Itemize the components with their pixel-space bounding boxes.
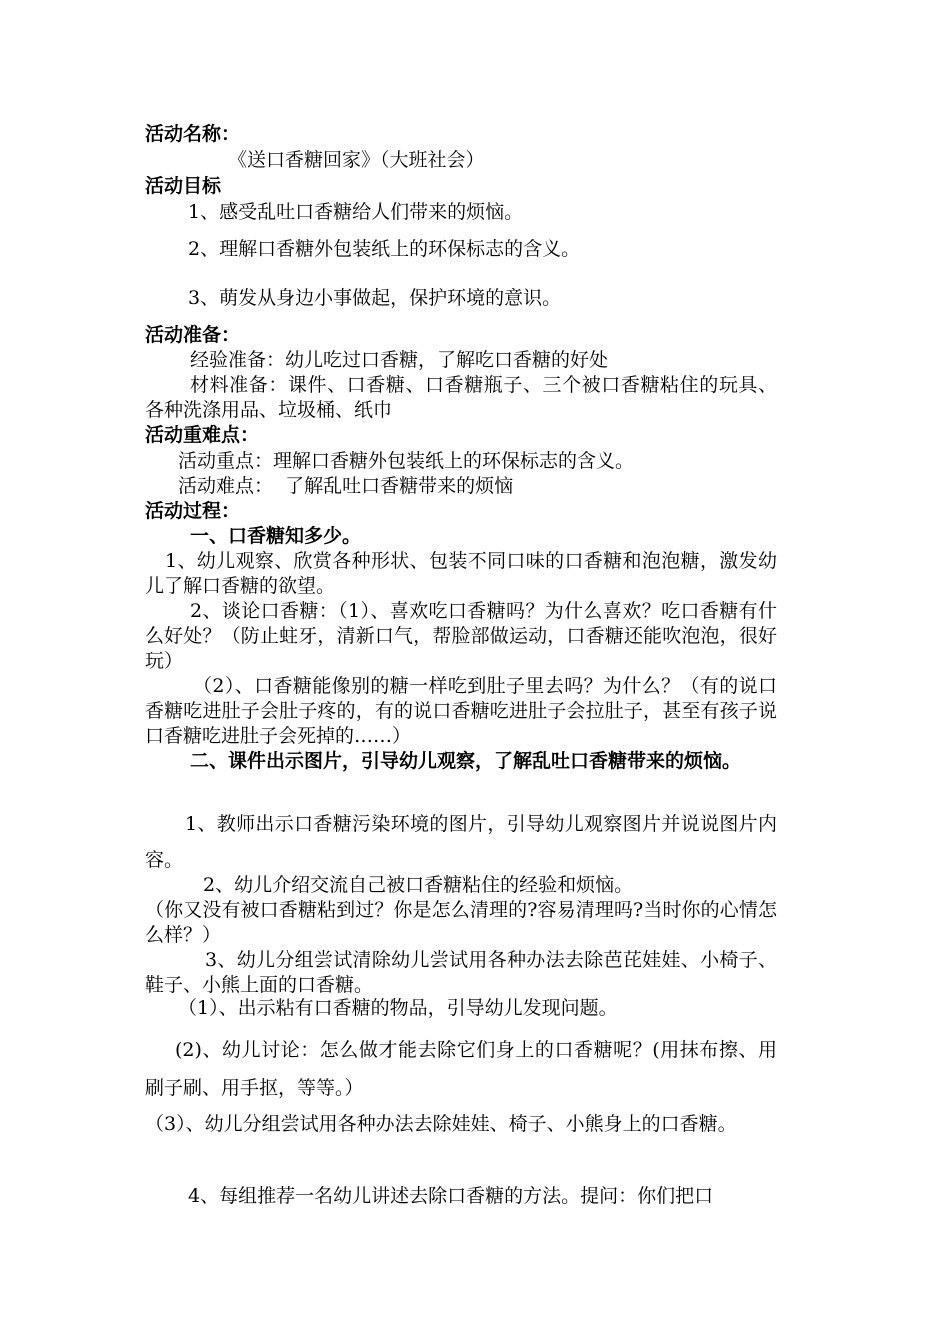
goal-item-1: 1、感受乱吐口香糖给人们带来的烦恼。 xyxy=(188,201,524,223)
process-heading: 活动过程： xyxy=(145,500,241,522)
section-2-item-3-2: (2)、幼儿讨论：怎么做才能去除它们身上的口香糖呢？(用抹布擦、用刷子刷、用手抠，等等。） xyxy=(145,1039,777,1099)
section-1-item-1: 1、幼儿观察、欣赏各种形状、包装不同口味的口香糖和泡泡糖，激发幼儿了解口香糖的欲望。 xyxy=(145,550,777,597)
section-1-item-2: 2、谈论口香糖：（1）、喜欢吃口香糖吗？为什么喜欢？吃口香糖有什么好处？（防止蛀牙，清新口气，帮脸部做运动，口香糖还能吹泡泡，很好玩） xyxy=(145,600,777,672)
activity-name-heading: 活动名称： xyxy=(145,123,241,145)
section-2-item-3: 3、幼儿分组尝试清除幼儿尝试用各种办法去除芭芘娃娃、小椅子、鞋子、小熊上面的口香糖。 xyxy=(145,949,777,996)
difficult-point: 活动难点： 了解乱吐口香糖带来的烦恼 xyxy=(178,475,514,497)
section-2-title: 二、课件出示图片，引导幼儿观察，了解乱吐口香糖带来的烦恼。 xyxy=(190,750,742,772)
prep-materials: 材料准备：课件、口香糖、口香糖瓶子、三个被口香糖粘住的玩具、各种洗涤用品、垃圾桶、纸巾 xyxy=(145,374,777,421)
section-2-item-3-3: （3）、幼儿分组尝试用各种办法去除娃娃、椅子、小熊身上的口香糖。 xyxy=(145,1113,737,1135)
activity-name-value: 《送口香糖回家》（大班社会） xyxy=(228,149,485,171)
section-2-item-2: 2、幼儿介绍交流自己被口香糖粘住的经验和烦恼。 xyxy=(203,874,634,896)
goals-heading: 活动目标 xyxy=(145,175,222,197)
key-points-heading: 活动重难点： xyxy=(145,424,260,446)
section-1-title: 一、口香糖知多少。 xyxy=(190,525,362,547)
key-point: 活动重点：理解口香糖外包装纸上的环保标志的含义。 xyxy=(178,450,635,472)
goal-item-3: 3、萌发从身边小事做起，保护环境的意识。 xyxy=(188,287,562,309)
section-2-item-4: 4、每组推荐一名幼儿讲述去除口香糖的方法。提问：你们把口 xyxy=(188,1185,714,1207)
section-1-item-2b: （2）、口香糖能像别的糖一样吃到肚子里去吗？为什么？（有的说口香糖吃进肚子会肚子疼的，有的说口香糖吃进肚子会拉肚子，甚至有孩子说口香糖吃进肚子会死掉的……） xyxy=(145,675,777,747)
goal-item-2: 2、理解口香糖外包装纸上的环保标志的含义。 xyxy=(188,238,581,260)
prep-heading: 活动准备： xyxy=(145,324,241,346)
section-2-item-2-question: （你又没有被口香糖粘到过？你是怎么清理的?容易清理吗?当时你的心情怎么样？） xyxy=(145,899,777,946)
prep-experience: 经验准备：幼儿吃过口香糖，了解吃口香糖的好处 xyxy=(190,349,609,371)
section-2-item-3-1: （1）、出示粘有口香糖的物品，引导幼儿发现问题。 xyxy=(178,997,618,1019)
section-2-item-1: 1、教师出示口香糖污染环境的图片，引导幼儿观察图片并说说图片内容。 xyxy=(145,813,777,871)
